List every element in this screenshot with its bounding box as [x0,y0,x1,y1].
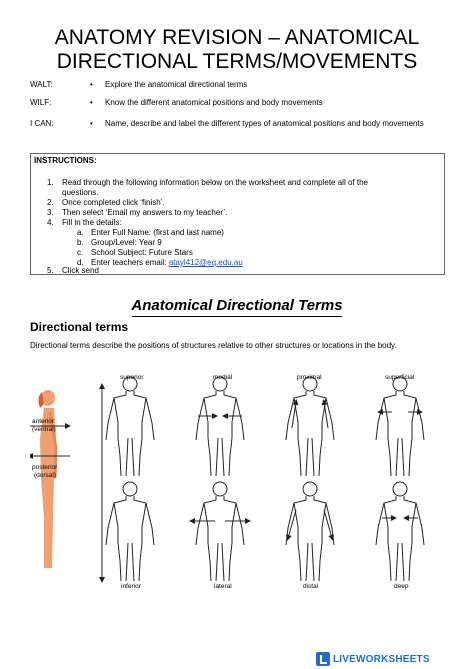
sub-step-c-text: School Subject: Future Stars [91,248,193,257]
body-figure [376,482,424,581]
sub-step-mark: c. [77,248,84,257]
body-figure [286,377,334,476]
instructions-title: INSTRUCTIONS: [34,156,97,165]
step-number: 4. [47,218,54,227]
page-title [0,26,474,74]
step-1-text-cont: questions. [62,188,99,197]
body-figure [106,377,154,476]
body-figure [376,377,424,476]
label-proximal: proximal [297,374,322,381]
sub-step-mark: d. [77,258,84,267]
title-line-1: ANATOMY REVISION – ANATOMICAL [54,26,420,49]
step-number: 3. [47,208,54,217]
label-lateral: lateral [214,583,232,590]
body-figure [196,482,244,581]
label-ventral: (ventral) [32,426,56,433]
objective-text: Explore the anatomical directional terms [105,80,248,89]
sub-step-d [91,258,243,268]
teacher-email-link[interactable]: atayl412@eq.edu.au [168,258,243,267]
label-posterior: posterior [32,464,58,471]
objective-key: WILF: [30,98,52,107]
liveworksheets-logo-icon [316,652,330,666]
body-figure [286,482,334,581]
objective-text: Name, describe and label the different types of anatomical positions and body movements [105,119,424,128]
side-view-figure [30,390,70,568]
sub-step-mark: a. [77,228,84,237]
bullet: • [90,119,93,128]
label-superficial: superficial [385,374,415,381]
step-number: 2. [47,198,54,207]
sub-step-a-text: Enter Full Name: (first and last name) [91,228,224,237]
bullet: • [90,98,93,107]
label-distal: distal [303,583,319,590]
step-1-text: Read through the following information below on the worksheet and complete all of the [62,178,368,187]
step-3-text: Then select ‘Email my answers to my teacher’. [62,208,228,217]
sub-step-mark: b. [77,238,84,247]
footer-brand[interactable] [316,652,430,666]
body-figure [196,377,244,476]
sub-step-b-text: Group/Level: Year 9 [91,238,162,247]
label-superior: superior [120,374,144,381]
footer-brand-text: LIVEWORKSHEETS [333,653,430,665]
objective-key: I CAN: [30,119,54,128]
objective-text: Know the different anatomical positions and body movements [105,98,323,107]
anatomy-diagram [30,368,450,596]
intro-paragraph: Directional terms describe the positions of structures relative to other structures or locations in the body. [30,341,397,350]
subheading: Directional terms [30,320,129,334]
instructions-box [30,153,445,275]
directional-terms-figure [30,368,450,596]
step-number: 5. [47,266,54,275]
section-title: Anatomical Directional Terms [131,297,343,314]
step-5-text: Click send [62,266,99,275]
bullet: • [90,80,93,89]
step-2-text: Once completed click ‘finish’. [62,198,165,207]
label-anterior: anterior [32,418,55,425]
objective-key: WALT: [30,80,53,89]
step-4-text: Fill in the details: [62,218,122,227]
label-deep: deep [394,583,409,590]
step-number: 1. [47,178,54,187]
body-figure [106,482,154,581]
label-inferior: inferior [121,583,141,590]
section-title-underline [132,316,342,317]
label-dorsal: (dorsal) [34,472,57,479]
sub-step-d-label: Enter teachers email: [91,258,169,267]
label-medial: medial [213,374,233,381]
title-line-2: DIRECTIONAL TERMS/MOVEMENTS [56,50,418,73]
